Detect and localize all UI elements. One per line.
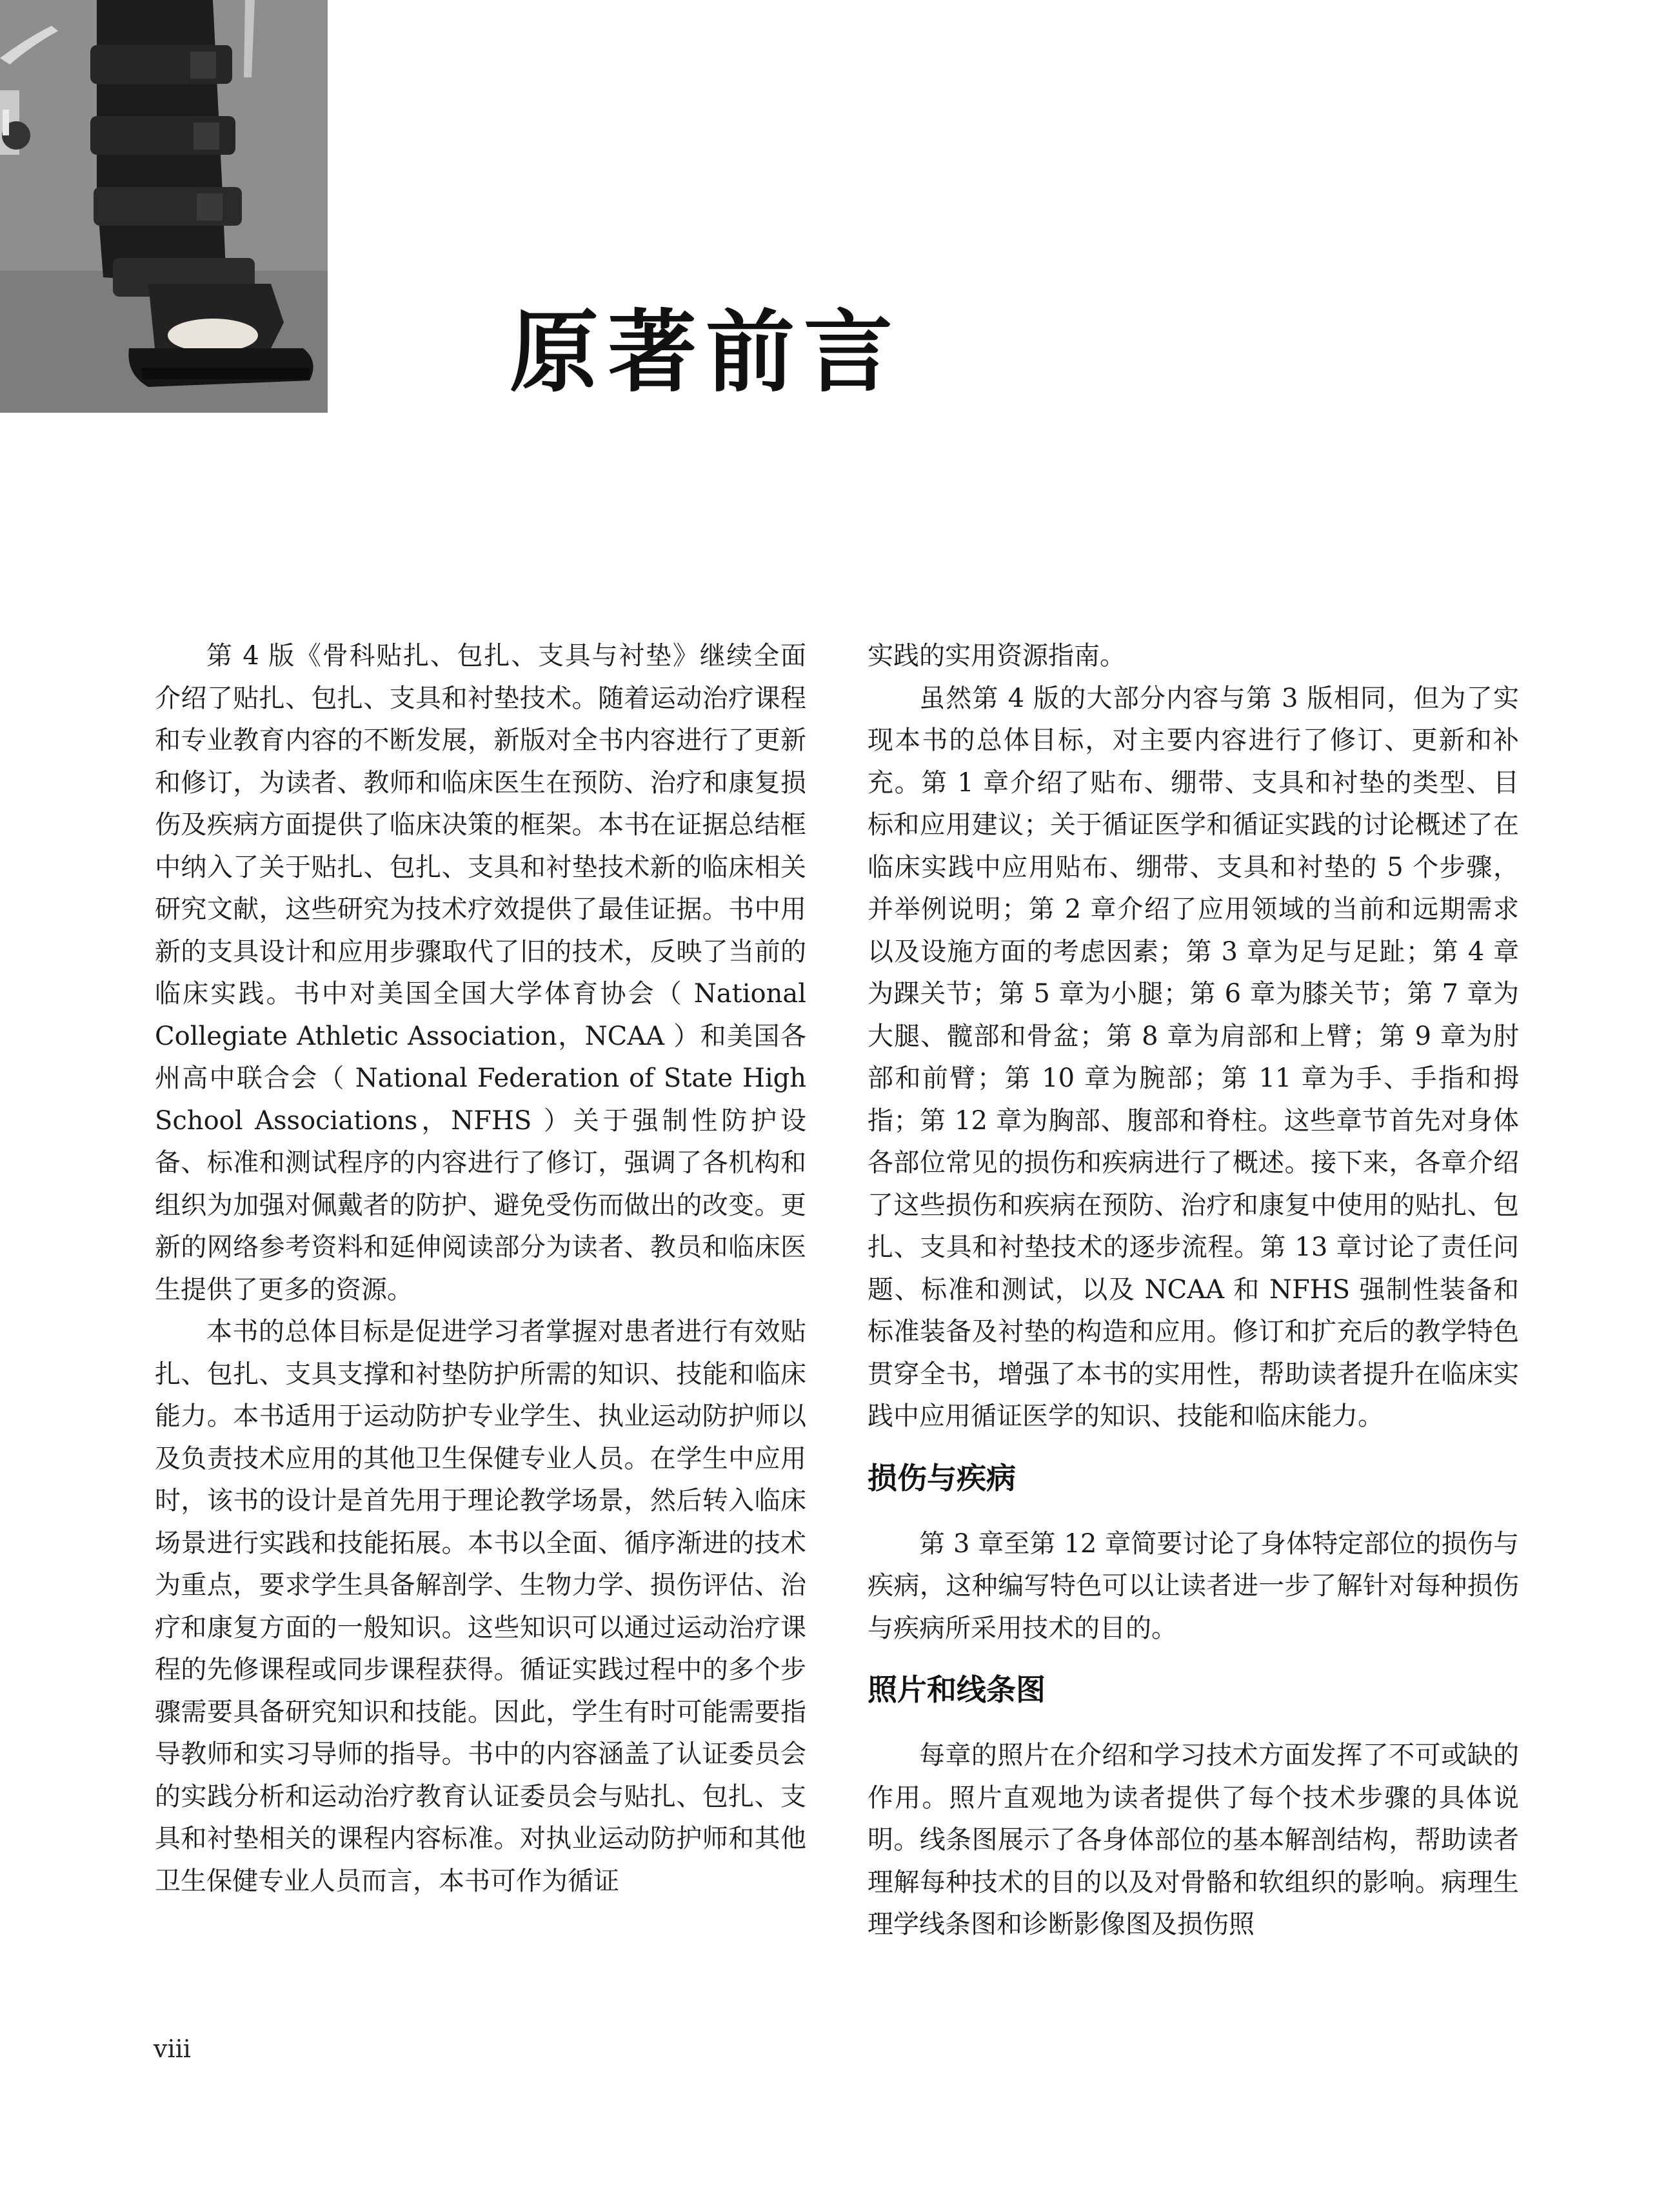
page-title: 原著前言 xyxy=(510,299,902,404)
paragraph: 第 3 章至第 12 章简要讨论了身体特定部位的损伤与疾病，这种编写特色可以让读者进一步了解针对每种损伤与疾病所采用技术的目的。 xyxy=(868,1528,1519,1643)
walking-boot-photo-icon xyxy=(0,0,328,413)
section-heading-injuries: 损伤与疾病 xyxy=(868,1460,1016,1496)
paragraph-continuation: 实践的实用资源指南。 xyxy=(868,641,1126,671)
right-column xyxy=(868,635,1519,1946)
walking-boot-photo xyxy=(0,0,328,413)
paragraph: 第 4 版《骨科贴扎、包扎、支具与衬垫》继续全面介绍了贴扎、包扎、支具和衬垫技术。随着运动治疗课程和专业教育内容的不断发展，新版对全书内容进行了更新和修订，为读者、教师和临床医生在预防、治疗和康复损伤及疾病方面提供了临床决策的框架。本书在证据总结框中纳入了关于贴扎、包扎、支具和衬垫技术新的临床相关研究文献，这些研究为技术疗效提供了最佳证据。书中用新的支具设计和应用步骤取代了旧的技术，反映了当前的临床实践。书中对美国全国大学体育协会（ National Collegiate Athletic Association，NCAA ）和美国各州高中联合会（ National Federation of State High School Associations，NFHS ）关于强制性防护设备、标准和测试程序的内容进行了修订，强调了各机构和组织为加强对佩戴者的防护、避免受伤而做出的改变。更新的网络参考资料和延伸阅读部分为读者、教员和临床医生提供了更多的资源。 xyxy=(155,641,806,1305)
section-heading-photos: 照片和线条图 xyxy=(868,1672,1046,1707)
paragraph: 每章的照片在介绍和学习技术方面发挥了不可或缺的作用。照片直观地为读者提供了每个技术步骤的具体说明。线条图展示了各身体部位的基本解剖结构，帮助读者理解每种技术的目的以及对骨骼和软组织的影响。病理生理学线条图和诊断影像图及损伤照 xyxy=(868,1741,1519,1939)
left-column xyxy=(155,635,806,1902)
paragraph: 虽然第 4 版的大部分内容与第 3 版相同，但为了实现本书的总体目标，对主要内容进行了修订、更新和补充。第 1 章介绍了贴布、绷带、支具和衬垫的类型、目标和应用建议；关于循证医学和循证实践的讨论概述了在临床实践中应用贴布、绷带、支具和衬垫的 5 个步骤，并举例说明；第 2 章介绍了应用领域的当前和远期需求以及设施方面的考虑因素；第 3 章为足与足趾；第 4 章为踝关节；第 5 章为小腿；第 6 章为膝关节；第 7 章为大腿、髋部和骨盆；第 8 章为肩部和上臂；第 9 章为肘部和前臂；第 10 章为腕部；第 11 章为手、手指和拇指；第 12 章为胸部、腹部和脊柱。这些章节首先对身体各部位常见的损伤和疾病进行了概述。接下来，各章介绍了这些损伤和疾病在预防、治疗和康复中使用的贴扎、包扎、支具和衬垫技术的逐步流程。第 13 章讨论了责任问题、标准和测试，以及 NCAA 和 NFHS 强制性装备和标准装备及衬垫的构造和应用。修订和扩充后的教学特色贯穿全书，增强了本书的实用性，帮助读者提升在临床实践中应用循证医学的知识、技能和临床能力。 xyxy=(868,683,1519,1431)
page-number: viii xyxy=(154,2035,191,2063)
paragraph: 本书的总体目标是促进学习者掌握对患者进行有效贴扎、包扎、支具支撑和衬垫防护所需的知识、技能和临床能力。本书适用于运动防护专业学生、执业运动防护师以及负责技术应用的其他卫生保健专业人员。在学生中应用时，该书的设计是首先用于理论教学场景，然后转入临床场景进行实践和技能拓展。本书以全面、循序渐进的技术为重点，要求学生具备解剖学、生物力学、损伤评估、治疗和康复方面的一般知识。这些知识可以通过运动治疗课程的先修课程或同步课程获得。循证实践过程中的多个步骤需要具备研究知识和技能。因此，学生有时可能需要指导教师和实习导师的指导。书中的内容涵盖了认证委员会的实践分析和运动治疗教育认证委员会与贴扎、包扎、支具和衬垫相关的课程内容标准。对执业运动防护师和其他卫生保健专业人员而言，本书可作为循证 xyxy=(155,1317,806,1896)
